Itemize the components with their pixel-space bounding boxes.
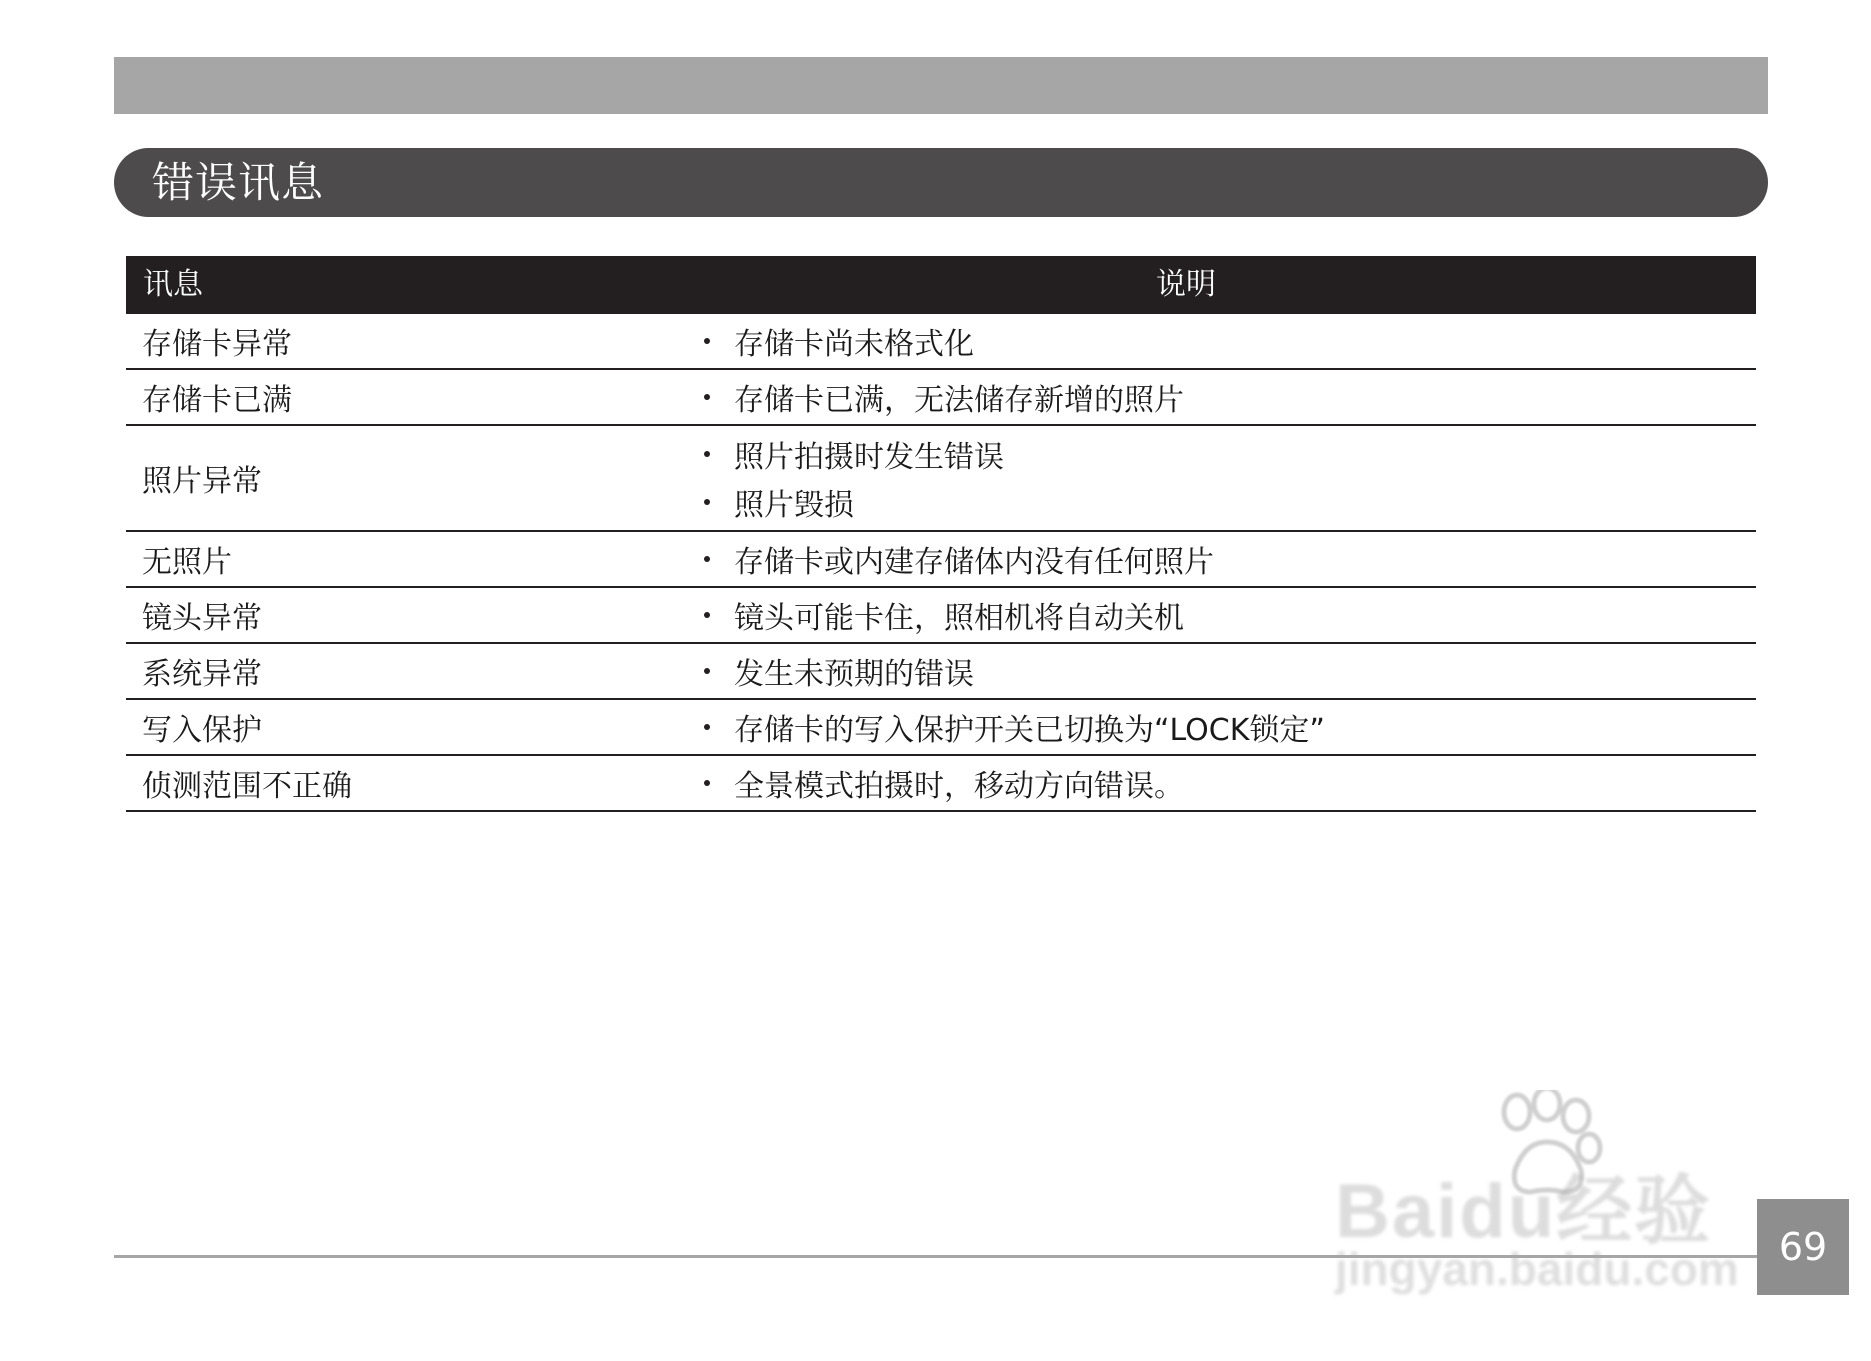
description-item xyxy=(701,703,1325,751)
description-text: 存储卡已满，无法储存新增的照片 xyxy=(734,383,1184,418)
description-item xyxy=(701,591,1184,639)
row-description xyxy=(701,644,974,698)
description-item xyxy=(701,430,1004,478)
description-text: 存储卡的写入保护开关已切换为“LOCK锁定” xyxy=(734,713,1325,748)
table-row xyxy=(126,426,1756,532)
paw-icon xyxy=(1485,1090,1605,1200)
row-message: 存储卡已满 xyxy=(142,383,292,418)
bullet-icon xyxy=(704,394,710,400)
row-description xyxy=(701,426,1004,530)
row-message: 存储卡异常 xyxy=(142,327,292,362)
table-header xyxy=(126,256,1756,314)
table-row xyxy=(126,370,1756,426)
watermark-url-text: jingyan.baidu.com xyxy=(1335,1243,1739,1295)
row-description xyxy=(701,370,1184,424)
error-message-table xyxy=(126,256,1756,812)
table-row xyxy=(126,644,1756,700)
description-text: 发生未预期的错误 xyxy=(734,657,974,692)
description-text: 存储卡尚未格式化 xyxy=(734,327,974,362)
bullet-icon xyxy=(704,451,710,457)
bullet-icon xyxy=(704,612,710,618)
bullet-icon xyxy=(704,556,710,562)
row-description xyxy=(701,588,1184,642)
section-title: 错误讯息 xyxy=(152,158,325,207)
description-text: 照片毁损 xyxy=(734,488,854,523)
section-title-bar xyxy=(114,148,1768,217)
table-row xyxy=(126,756,1756,812)
description-item xyxy=(701,759,1184,807)
description-text: 照片拍摄时发生错误 xyxy=(734,440,1004,475)
watermark-logo-text: Baidu经验 xyxy=(1335,1169,1713,1254)
description-item xyxy=(701,647,974,695)
description-item xyxy=(701,317,974,365)
row-message: 侦测范围不正确 xyxy=(142,769,352,804)
top-decorative-bar xyxy=(114,57,1768,114)
description-text: 全景模式拍摄时，移动方向错误。 xyxy=(734,769,1184,804)
row-description xyxy=(701,756,1184,810)
bullet-icon xyxy=(704,724,710,730)
row-description xyxy=(701,314,974,368)
header-description: 说明 xyxy=(1156,267,1216,302)
table-body xyxy=(126,314,1756,812)
header-message: 讯息 xyxy=(143,267,203,302)
table-row xyxy=(126,588,1756,644)
table-row xyxy=(126,700,1756,756)
row-message: 照片异常 xyxy=(142,464,262,499)
description-text: 镜头可能卡住，照相机将自动关机 xyxy=(734,601,1184,636)
bullet-icon xyxy=(704,499,710,505)
row-message: 镜头异常 xyxy=(142,601,262,636)
table-row xyxy=(126,532,1756,588)
row-message: 无照片 xyxy=(142,545,232,580)
footer-divider xyxy=(114,1255,1764,1258)
page-number-box xyxy=(1757,1199,1849,1295)
row-message: 写入保护 xyxy=(142,713,262,748)
description-item xyxy=(701,535,1214,583)
bullet-icon xyxy=(704,668,710,674)
description-item xyxy=(701,373,1184,421)
bullet-icon xyxy=(704,338,710,344)
table-row xyxy=(126,314,1756,370)
row-description xyxy=(701,532,1214,586)
description-item xyxy=(701,478,1004,526)
row-description xyxy=(701,700,1325,754)
page-number: 69 xyxy=(1778,1225,1828,1269)
baidu-watermark xyxy=(1335,1090,1775,1300)
bullet-icon xyxy=(704,780,710,786)
description-text: 存储卡或内建存储体内没有任何照片 xyxy=(734,545,1214,580)
row-message: 系统异常 xyxy=(142,657,262,692)
